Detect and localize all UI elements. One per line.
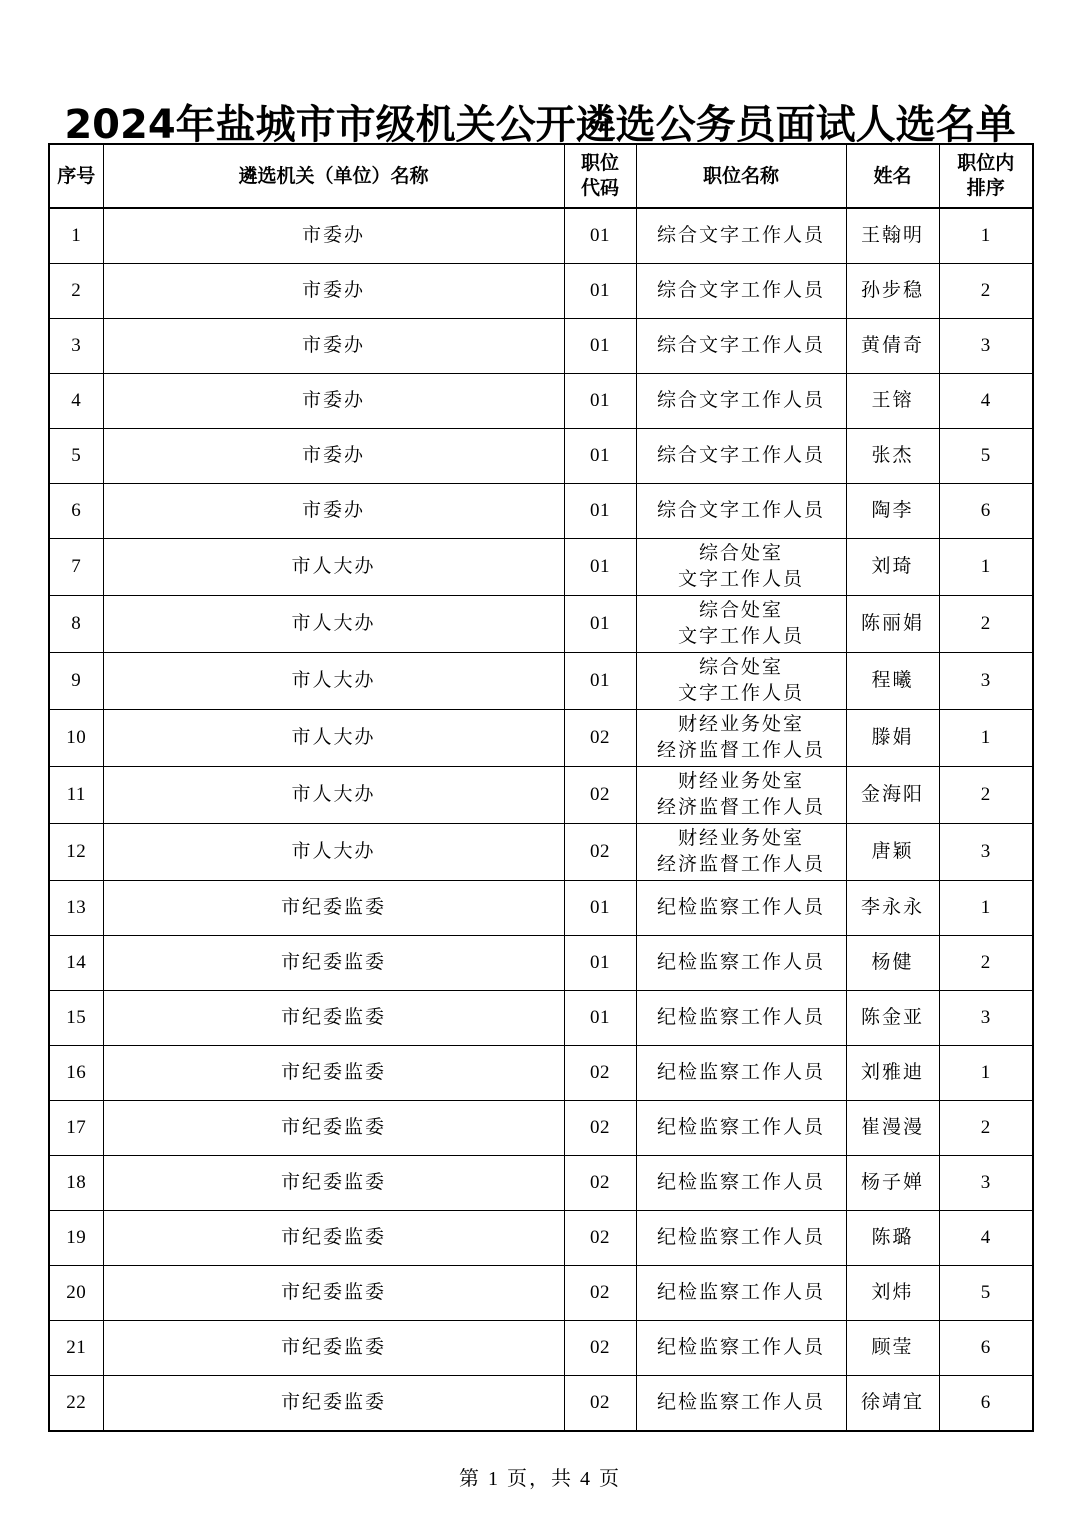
table-row — [49, 936, 1033, 991]
cell-person-name: 陈璐 — [846, 1211, 939, 1266]
position-name-line1: 综合文字工作人员 — [656, 390, 825, 411]
cell-position-rank: 1 — [939, 208, 1033, 264]
cell-position-rank: 1 — [939, 539, 1033, 596]
cell-position-rank: 3 — [939, 319, 1033, 374]
cell-organization: 市纪委监委 — [103, 1046, 564, 1101]
position-rank-header-line2: 排序 — [966, 177, 1005, 199]
cell-position-code: 01 — [564, 429, 636, 484]
position-name-line2: 经济监督工作人员 — [656, 854, 825, 875]
table-row — [49, 429, 1033, 484]
table-row — [49, 991, 1033, 1046]
cell-position-code: 01 — [564, 596, 636, 653]
cell-position-name — [636, 374, 846, 429]
position-name-line1: 财经业务处室 — [677, 771, 804, 792]
cell-position-code: 01 — [564, 208, 636, 264]
cell-position-name — [636, 539, 846, 596]
position-name-line1: 财经业务处室 — [677, 828, 804, 849]
cell-organization: 市纪委监委 — [103, 1101, 564, 1156]
position-rank-header-line1: 职位内 — [957, 152, 1015, 174]
table-row — [49, 1321, 1033, 1376]
cell-person-name: 王翰明 — [846, 208, 939, 264]
position-name-line1: 综合文字工作人员 — [656, 500, 825, 521]
table-row — [49, 710, 1033, 767]
cell-organization: 市人大办 — [103, 824, 564, 881]
column-header-name: 姓名 — [846, 144, 939, 208]
position-name-line1: 纪检监察工作人员 — [656, 1117, 825, 1138]
cell-position-code: 02 — [564, 1321, 636, 1376]
table-row — [49, 653, 1033, 710]
cell-organization: 市人大办 — [103, 710, 564, 767]
cell-organization: 市纪委监委 — [103, 991, 564, 1046]
cell-position-rank: 2 — [939, 264, 1033, 319]
cell-sequence-number: 20 — [49, 1266, 103, 1321]
cell-sequence-number: 12 — [49, 824, 103, 881]
table-row — [49, 1266, 1033, 1321]
cell-position-code: 02 — [564, 1211, 636, 1266]
position-name-line1: 综合处室 — [698, 543, 783, 564]
cell-position-name — [636, 1376, 846, 1432]
cell-person-name: 滕娟 — [846, 710, 939, 767]
position-name-line1: 综合文字工作人员 — [656, 335, 825, 356]
position-name-line1: 纪检监察工作人员 — [656, 1227, 825, 1248]
cell-organization: 市委办 — [103, 374, 564, 429]
cell-position-name — [636, 596, 846, 653]
position-name-line1: 综合处室 — [698, 657, 783, 678]
cell-organization: 市人大办 — [103, 767, 564, 824]
cell-sequence-number: 14 — [49, 936, 103, 991]
cell-organization: 市人大办 — [103, 596, 564, 653]
column-header-position-rank — [939, 144, 1033, 208]
cell-sequence-number: 11 — [49, 767, 103, 824]
column-header-position-code — [564, 144, 636, 208]
cell-organization: 市委办 — [103, 319, 564, 374]
position-name-line1: 纪检监察工作人员 — [656, 1282, 825, 1303]
cell-sequence-number: 8 — [49, 596, 103, 653]
cell-person-name: 黄倩奇 — [846, 319, 939, 374]
position-name-line2: 文字工作人员 — [677, 626, 804, 647]
cell-person-name: 孙步稳 — [846, 264, 939, 319]
table-row — [49, 881, 1033, 936]
position-name-line2: 经济监督工作人员 — [656, 740, 825, 761]
cell-position-rank: 1 — [939, 881, 1033, 936]
position-name-line2: 经济监督工作人员 — [656, 797, 825, 818]
cell-organization: 市纪委监委 — [103, 1321, 564, 1376]
cell-position-name — [636, 767, 846, 824]
cell-organization: 市委办 — [103, 429, 564, 484]
position-name-line1: 综合文字工作人员 — [656, 225, 825, 246]
cell-position-rank: 6 — [939, 1321, 1033, 1376]
cell-position-code: 02 — [564, 710, 636, 767]
cell-position-rank: 2 — [939, 1101, 1033, 1156]
table-row — [49, 1156, 1033, 1211]
cell-sequence-number: 17 — [49, 1101, 103, 1156]
position-code-header-line2: 代码 — [580, 177, 619, 199]
table-row — [49, 824, 1033, 881]
cell-position-name — [636, 824, 846, 881]
position-name-line1: 纪检监察工作人员 — [656, 952, 825, 973]
cell-sequence-number: 4 — [49, 374, 103, 429]
cell-position-rank: 3 — [939, 824, 1033, 881]
cell-organization: 市纪委监委 — [103, 1266, 564, 1321]
table-header — [49, 144, 1033, 208]
table-row — [49, 767, 1033, 824]
cell-organization: 市委办 — [103, 208, 564, 264]
cell-sequence-number: 7 — [49, 539, 103, 596]
roster-table-container — [48, 143, 1032, 1432]
column-header-organization: 遴选机关（单位）名称 — [103, 144, 564, 208]
cell-position-rank: 5 — [939, 1266, 1033, 1321]
table-row — [49, 374, 1033, 429]
cell-position-rank: 2 — [939, 767, 1033, 824]
cell-organization: 市纪委监委 — [103, 881, 564, 936]
cell-person-name: 唐颖 — [846, 824, 939, 881]
cell-position-name — [636, 1156, 846, 1211]
cell-position-code: 02 — [564, 1101, 636, 1156]
table-row — [49, 596, 1033, 653]
cell-position-name — [636, 881, 846, 936]
cell-position-code: 01 — [564, 264, 636, 319]
cell-position-name — [636, 1211, 846, 1266]
cell-sequence-number: 3 — [49, 319, 103, 374]
table-row — [49, 264, 1033, 319]
cell-position-rank: 6 — [939, 1376, 1033, 1432]
cell-position-rank: 3 — [939, 991, 1033, 1046]
cell-person-name: 金海阳 — [846, 767, 939, 824]
table-row — [49, 1101, 1033, 1156]
cell-position-name — [636, 991, 846, 1046]
cell-position-name — [636, 429, 846, 484]
cell-position-rank: 3 — [939, 653, 1033, 710]
cell-sequence-number: 1 — [49, 208, 103, 264]
cell-organization: 市人大办 — [103, 539, 564, 596]
cell-position-code: 01 — [564, 936, 636, 991]
table-row — [49, 208, 1033, 264]
table-body — [49, 208, 1033, 1431]
cell-position-code: 02 — [564, 1156, 636, 1211]
cell-position-name — [636, 264, 846, 319]
cell-person-name: 张杰 — [846, 429, 939, 484]
cell-person-name: 徐靖宜 — [846, 1376, 939, 1432]
position-name-line1: 纪检监察工作人员 — [656, 1172, 825, 1193]
cell-position-code: 02 — [564, 1376, 636, 1432]
cell-person-name: 顾莹 — [846, 1321, 939, 1376]
position-name-line1: 纪检监察工作人员 — [656, 1007, 825, 1028]
cell-sequence-number: 9 — [49, 653, 103, 710]
cell-person-name: 刘琦 — [846, 539, 939, 596]
cell-position-name — [636, 1266, 846, 1321]
cell-organization: 市纪委监委 — [103, 1211, 564, 1266]
cell-position-name — [636, 484, 846, 539]
cell-position-name — [636, 710, 846, 767]
cell-position-code: 01 — [564, 374, 636, 429]
cell-position-name — [636, 319, 846, 374]
cell-position-name — [636, 1101, 846, 1156]
table-row — [49, 1376, 1033, 1432]
cell-position-name — [636, 1321, 846, 1376]
header-row — [49, 144, 1033, 208]
table-row — [49, 319, 1033, 374]
page-title: 2024年盐城市市级机关公开遴选公务员面试人选名单 — [64, 101, 1016, 148]
position-name-line1: 综合处室 — [698, 600, 783, 621]
position-name-line1: 综合文字工作人员 — [656, 445, 825, 466]
cell-person-name: 刘雅迪 — [846, 1046, 939, 1101]
page-footer: 第 1 页，共 4 页 — [459, 1468, 621, 1490]
cell-position-rank: 1 — [939, 710, 1033, 767]
cell-position-rank: 3 — [939, 1156, 1033, 1211]
table-row — [49, 484, 1033, 539]
position-name-line2: 文字工作人员 — [677, 683, 804, 704]
cell-person-name: 陶李 — [846, 484, 939, 539]
cell-position-rank: 5 — [939, 429, 1033, 484]
cell-sequence-number: 15 — [49, 991, 103, 1046]
position-name-line1: 纪检监察工作人员 — [656, 1062, 825, 1083]
cell-sequence-number: 5 — [49, 429, 103, 484]
position-name-line1: 纪检监察工作人员 — [656, 1337, 825, 1358]
cell-position-rank: 1 — [939, 1046, 1033, 1101]
cell-sequence-number: 19 — [49, 1211, 103, 1266]
cell-position-rank: 2 — [939, 596, 1033, 653]
cell-position-code: 01 — [564, 539, 636, 596]
roster-table — [48, 143, 1034, 1432]
position-name-line2: 文字工作人员 — [677, 569, 804, 590]
cell-person-name: 李永永 — [846, 881, 939, 936]
cell-position-name — [636, 936, 846, 991]
cell-sequence-number: 10 — [49, 710, 103, 767]
cell-position-code: 01 — [564, 991, 636, 1046]
cell-position-name — [636, 653, 846, 710]
cell-organization: 市纪委监委 — [103, 1156, 564, 1211]
cell-position-name — [636, 1046, 846, 1101]
cell-position-rank: 4 — [939, 1211, 1033, 1266]
cell-person-name: 陈丽娟 — [846, 596, 939, 653]
position-name-line1: 纪检监察工作人员 — [656, 897, 825, 918]
cell-position-code: 02 — [564, 1266, 636, 1321]
cell-position-code: 01 — [564, 881, 636, 936]
cell-position-name — [636, 208, 846, 264]
cell-organization: 市委办 — [103, 484, 564, 539]
position-name-line1: 纪检监察工作人员 — [656, 1392, 825, 1413]
cell-person-name: 杨子婵 — [846, 1156, 939, 1211]
table-row — [49, 1211, 1033, 1266]
column-header-seq: 序号 — [49, 144, 103, 208]
cell-position-code: 01 — [564, 484, 636, 539]
cell-person-name: 杨健 — [846, 936, 939, 991]
cell-sequence-number: 2 — [49, 264, 103, 319]
cell-sequence-number: 22 — [49, 1376, 103, 1432]
position-name-line1: 综合文字工作人员 — [656, 280, 825, 301]
cell-person-name: 王镕 — [846, 374, 939, 429]
cell-organization: 市纪委监委 — [103, 936, 564, 991]
column-header-position-name: 职位名称 — [636, 144, 846, 208]
cell-position-rank: 4 — [939, 374, 1033, 429]
cell-position-code: 01 — [564, 319, 636, 374]
cell-sequence-number: 13 — [49, 881, 103, 936]
cell-position-rank: 6 — [939, 484, 1033, 539]
cell-sequence-number: 21 — [49, 1321, 103, 1376]
position-name-line1: 财经业务处室 — [677, 714, 804, 735]
cell-organization: 市人大办 — [103, 653, 564, 710]
position-code-header-line1: 职位 — [580, 152, 619, 174]
cell-sequence-number: 16 — [49, 1046, 103, 1101]
cell-person-name: 刘炜 — [846, 1266, 939, 1321]
table-row — [49, 539, 1033, 596]
cell-person-name: 程曦 — [846, 653, 939, 710]
cell-sequence-number: 18 — [49, 1156, 103, 1211]
cell-position-code: 01 — [564, 653, 636, 710]
cell-organization: 市委办 — [103, 264, 564, 319]
cell-position-code: 02 — [564, 1046, 636, 1101]
cell-person-name: 崔漫漫 — [846, 1101, 939, 1156]
cell-organization: 市纪委监委 — [103, 1376, 564, 1432]
cell-person-name: 陈金亚 — [846, 991, 939, 1046]
cell-position-code: 02 — [564, 767, 636, 824]
cell-position-rank: 2 — [939, 936, 1033, 991]
cell-sequence-number: 6 — [49, 484, 103, 539]
table-row — [49, 1046, 1033, 1101]
cell-position-code: 02 — [564, 824, 636, 881]
